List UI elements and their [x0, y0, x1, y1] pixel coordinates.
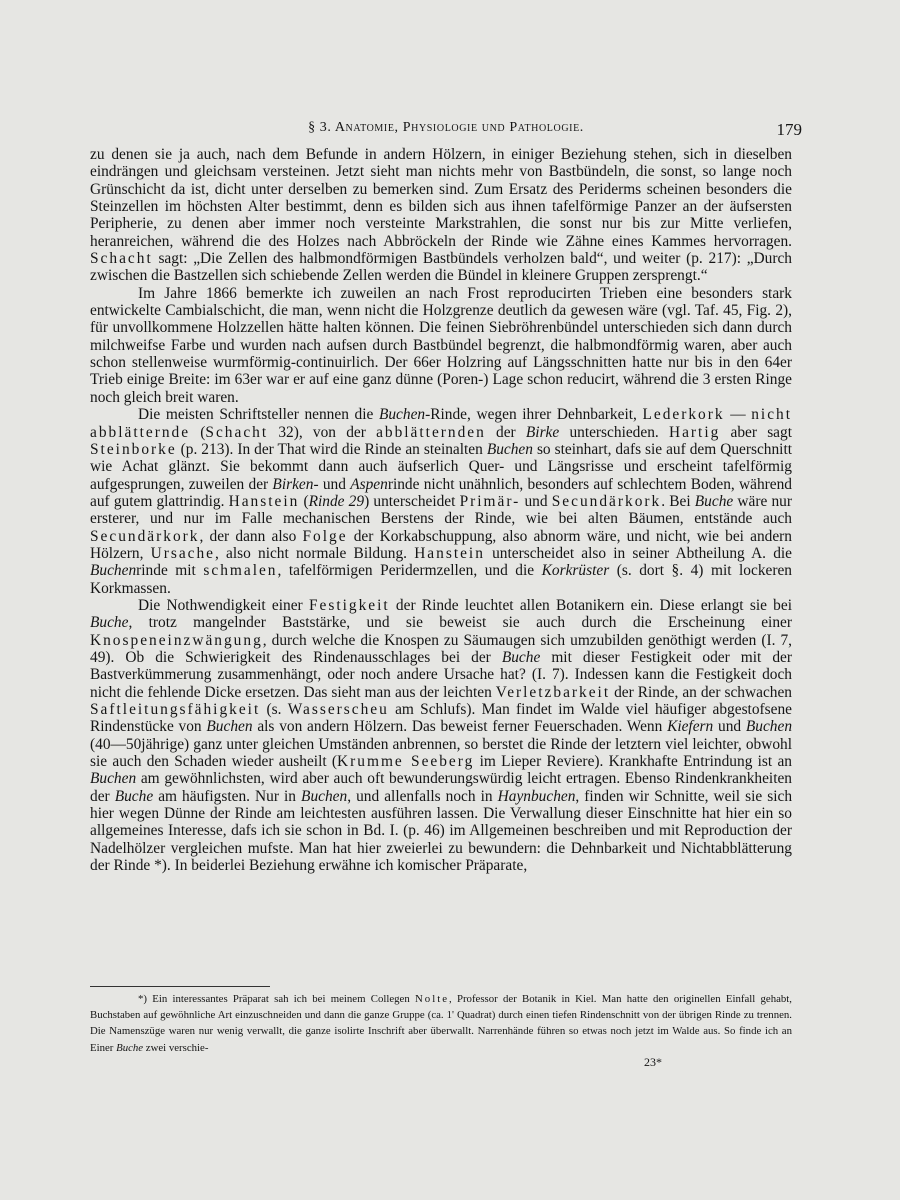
main-text [90, 146, 792, 874]
footnote-block [90, 991, 792, 1056]
section-title: § 3. Anatomie, Physiologie und Pathologie. [308, 120, 584, 135]
footnote-divider [90, 986, 270, 987]
body-paragraph: Die meisten Schriftsteller nennen die Buchen-Rinde, wegen ihrer Dehnbarkeit, Lederkork — nicht abblätternde (Schacht 32), von der abblätternden der Birke unterschieden. Hartig aber sagt Steinborke (p. 213). In der That wird die Rinde an steinalten Buchen so steinhart, dafs sie auf dem Querschnitt wie Achat glänzt. Sie bekommt dann auch äufserlich Quer- und Längsrisse und erscheint tafelförmig aufgesprungen, zuweilen der Birken- und Aspenrinde nicht unähnlich, besonders auf schlechtem Boden, während auf gutem glattrindig. Hanstein (Rinde 29) unterscheidet Primär- und Secundärkork. Bei Buche wäre nur ersterer, und nur im Falle mechanischen Berstens der Rinde, wie bei alten Bäumen, entstände auch Secundärkork, der dann also Folge der Korkabschuppung, also abnorm wäre, und nicht, wie bei andern Hölzern, Ursache, also nicht normale Bildung. Hanstein unterscheidet also in seiner Abtheilung A. die Buchenrinde mit schmalen, tafelförmigen Peridermzellen, und die Korkrüster (s. dort §. 4) mit lockeren Korkmassen. [90, 406, 793, 597]
body-paragraph: Im Jahre 1866 bemerkte ich zuweilen an nach Frost reproducirten Trieben eine besonders stark entwickelte Cambialschicht, die man, wenn nicht die Holzgrenze deutlich da gewesen wäre (vgl. Taf. 45, Fig. 2), für unvollkommene Holzzellen hätte halten können. Die feinen Siebröhrenbündel unterschieden sich dann durch milchweifse Farbe und wurden nach aufsen durch Bastbündel begrenzt, die halbmondförmig waren, aber auch schon stellenweise wurmförmig-continuirlich. Der 66er Holzring auf Längsschnitten hatte nur bis in den 64er Trieb einige Breite: im 63er war er auf eine ganz dünne (Poren-) Lage schon reducirt, während die 3 ersten Ringe noch gleich breit waren. [90, 284, 792, 406]
page-number: 179 [776, 120, 802, 139]
footnote-text: *) Ein interessantes Präparat sah ich bei meinem Collegen Nolte, Professor der Botanik in Kiel. Man hatte den originellen Einfall gehabt, Buchstaben auf gewöhnliche Art einzuschneiden und dann die ganze Gruppe (ca. 1' Quadrat) durch einen tiefen Rindenschnitt von der übrigen Rinde zu trennen. Die Namenszüge waren nur wenig verwallt, die ganze isolirte Inschrift aber überwallt. Narrenhände führen so etwas noch jetzt im Walde aus. So finde ich an Einer Buche zwei verschie- [90, 993, 792, 1054]
running-header [90, 118, 802, 144]
signature-mark: 23* [644, 1055, 662, 1069]
body-paragraph: Die Nothwendigkeit einer Festigkeit der Rinde leuchtet allen Botanikern ein. Diese erlangt sie bei Buche, trotz mangelnder Baststärke, und sie beweist sie auch durch die Erscheinung einer Knospeneinzwängung, durch welche die Knospen zu Säumaugen sich umzubilden genöthigt werden (I. 7, 49). Ob die Schwierigkeit des Rindenausschlages bei der Buche mit dieser Festigkeit oder mit der Bastverkümmerung zusammenhängt, oder noch andere Ursache hat? (I. 7). Indessen kann die Festigkeit doch nicht die fehlende Dicke ersetzen. Das sieht man aus der leichten Verletzbarkeit der Rinde, an der schwachen Saftleitungsfähigkeit (s. Wasserscheu am Schlufs). Man findet im Walde viel häufiger abgestofsene Rindenstücke von Buchen als von andern Hölzern. Das beweist ferner Feuerschaden. Wenn Kiefern und Buchen (40—50jährige) ganz unter gleichen Umständen anbrennen, so berstet die Rinde der letztern viel leichter, obwohl sie auch den Schaden wieder ausheilt (Krumme Seeberg im Lieper Reviere). Krankhafte Entrindung ist an Buchen am gewöhnlichsten, wird aber auch oft bewunderungswürdig leicht ertragen. Ebenso Rindenkrankheiten der Buche am häufigsten. Nur in Buchen, und allenfalls noch in Haynbuchen, finden wir Schnitte, weil sie sich hier wegen Dünne der Rinde am leichtesten ausführen lassen. Die Verwallung dieser Einschnitte hat hier ein so allgemeines Interesse, dafs ich sie schon in Bd. I. (p. 46) im Allgemeinen beschreiben und mit Reproduction der Nadelhölzer vergleichen mufste. Man hat hier zweierlei zu bewundern: die Dehnbarkeit und Nichtabblätterung der Rinde *). In beiderlei Beziehung erwähne ich komischer Präparate, [90, 596, 793, 875]
body-paragraph: zu denen sie ja auch, nach dem Befunde in andern Hölzern, in einiger Beziehung stehen, sich in dieselben eindrängen und gleichsam versteinen. Jetzt sieht man nichts mehr von Bastbündeln, die sonst, so lange noch Grünschicht da ist, dicht unter derselben zu bemerken sind. Zum Ersatz des Periderms scheinen besonders die Steinzellen im höchsten Alter bestimmt, denn es bilden sich aus ihnen tafelförmige Panzer an der äufsersten Peripherie, zu denen aber immer noch versteinte Markstrahlen, die sonst nur bis zur Mitte verliefen, heranreichen, während die des Holzes nach Abbröckeln der Rinde wie Zähne eines Kammes hervorragen. Schacht sagt: „Die Zellen des halbmondförmigen Bastbündels verholzen bald“, und weiter (p. 217): „Durch zwischen die Bastzellen sich schiebende Zellen werden die Bündel in kleinere Gruppen zersprengt.“ [90, 146, 792, 285]
